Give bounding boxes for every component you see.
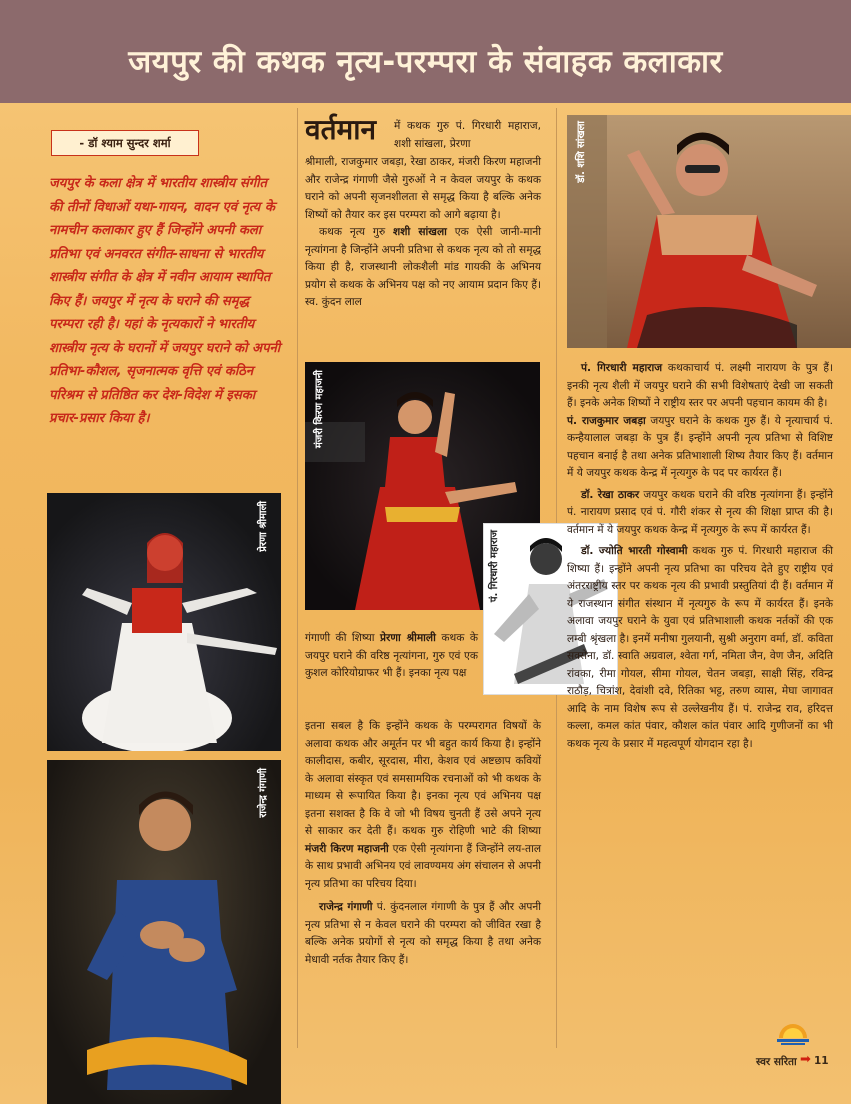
magazine-logo-icon bbox=[775, 1018, 811, 1046]
page-number: 11 bbox=[814, 1055, 829, 1067]
dancer-figure-shashi bbox=[567, 115, 851, 348]
col2-lead-text: में कथक गुरु पं. गिरधारी महाराज, शशी सांखला, प्रेरणा bbox=[394, 120, 541, 150]
paragraph bbox=[567, 360, 833, 413]
col2-para-1 bbox=[305, 154, 541, 312]
intro-paragraph: जयपुर के कला क्षेत्र में भारतीय शास्त्रीय संगीत की तीनों विधाओं यथा-गायन, वादन एवं नृत्य के नामचीन कलाकार हुए हैं जिन्होंने अपनी कला प्रतिभा एवं अनवरत संगीत-साधना से भारतीय शास्त्रीय संगीत के क्षेत्र में नवीन आयाम स्थापित किए हैं। जयपुर में नृत्य के घराने की समृद्ध परम्परा रही है। यहां के नृत्यकारों ने भारतीय शास्त्रीय नृत्य के घरानों में जयपुर घराने को अपनी प्रतिभा-कौशल, सृजनात्मक वृत्ति एवं कठिन परिश्रम से प्रतिष्ठित कर देश-विदेश में इसका प्रचार-प्रसार किया है। bbox=[49, 176, 281, 426]
text-span: कथक नृत्य गुरु bbox=[319, 226, 386, 238]
artist-name: डॉ. रेखा ठाकर bbox=[581, 488, 640, 501]
paragraph: श्रीमाली, राजकुमार जबड़ा, रेखा ठाकर, मंजरी किरण महाजनी और राजेन्द्र गंगाणी जैसे गुरुओं ने न केवल जयपुर के कथक घराने को अपनी सृजनशीलता से समृद्ध किया है बल्कि अनेक शिष्यों को तैयार कर इस परम्परा को आगे बढ़ाया है। bbox=[305, 156, 541, 221]
paragraph bbox=[305, 224, 541, 312]
paragraph bbox=[305, 718, 541, 893]
text-span: कथक के जयपुर घराने की वरिष्ठ नृत्यांगना, गुरु एवं एक कुशल कोरियोग्राफर भी हैं। इनका नृत्य पक्ष bbox=[305, 632, 479, 679]
dancer-figure-rajendra bbox=[47, 760, 281, 1104]
paragraph bbox=[567, 487, 833, 540]
paragraph bbox=[567, 543, 833, 753]
photo-caption: प्रेरणा श्रीमाली bbox=[258, 501, 269, 552]
arrow-icon: ➡ bbox=[800, 1052, 811, 1067]
text-span: इतना सबल है कि इन्होंने कथक के परम्परागत विषयों के अलावा कथक और अमूर्तन पर भी बहुत कार्य किया है। इन्होंने कालीदास, कबीर, सूरदास, मीरा, केशव एवं अष्टछाप कवियों के अलावा संस्कृत एवं समसामयिक रचनाओं को भी कथक के माध्यम से रूपायित किया है। इनका नृत्य एवं अभिनय पक्ष इतना सशक्त है कि वे जो भी विषय चुनती हैं उसे अपने नृत्य से साकार कर देती हैं। कथक गुरु रोहिणी भाटे की शिष्या bbox=[305, 720, 541, 837]
artist-name: प्रेरणा श्रीमाली bbox=[380, 632, 436, 644]
text-span: एक ऐसी जानी-मानी नृत्यांगना है जिन्होंने अपनी प्रतिभा से कथक नृत्य को तो समृद्ध किया ही है, राजस्थानी लोकशैली मांड गायकी के अभिनय प्रयोग से कथक के अभिनय पक्ष को नए आयाम प्रदान किए हैं। स्व. कुंदन लाल bbox=[305, 226, 542, 308]
photo-rajendra-gangani bbox=[47, 760, 281, 1104]
column-divider bbox=[297, 108, 298, 1048]
photo-caption: राजेन्द्र गंगाणी bbox=[258, 768, 269, 818]
author-byline: - डॉ श्याम सुन्दर शर्मा bbox=[51, 130, 199, 156]
artist-name: पं. राजकुमार जबड़ा bbox=[567, 414, 646, 427]
text-span: कथक गुरु पं. गिरधारी महाराज की शिष्या हैं। इन्होंने अपनी नृत्य प्रतिभा का परिचय देते हुए राष्ट्रीय एवं अंतरराष्ट्रीय स्तर पर कथक नृत्य की प्रभावी प्रस्तुतियां दी हैं। वर्तमान में ये राजस्थान संगीत संस्थान में नृत्यगुरु के रूप में कार्यरत हैं। इनके अलावा जयपुर घराने के युवा एवं प्रतिभाशाली कथक नर्तकों की एक लम्बी श्रृंखला है। इनमें मनीषा गुलयानी, सुश्री अनुराग वर्मा, डॉ. कविता सक्सेना, डॉ. स्वाति अग्रवाल, श्वेता गर्ग, नमिता जैन, वेण जैन, अदिति रांवका, रीमा गोयल, सीमा गोयल, चेतन जबड़ा, साक्षी सिंह, रविन्द्र राठौड़, चित्रांश, देवांशी दवे, रितिका भट्ट, तरुण व्यास, मेघा जागावत आदि के नाम विशेष रूप से उल्लेखनीय हैं। पं. राजेन्द्र राव, हरिदत्त कल्ला, कमल कांत पंवार, कौशल कांत पंवार आदि गुणीजनों का भी कथक नृत्य के प्रसार में महत्वपूर्ण योगदान रहा है। bbox=[567, 545, 833, 750]
artist-name: पं. गिरधारी महाराज bbox=[581, 362, 663, 374]
text-span: गंगाणी की शिष्या bbox=[305, 632, 375, 644]
text-span: पं. कुंदनलाल गंगाणी के पुत्र हैं और अपनी नृत्य प्रतिभा से न केवल घराने की परम्परा को जीवित रखा है बल्कि अनेक प्रयोगों से नृत्य को समृद्ध किया है तथा अनेक मेधावी नर्तक तैयार किए हैं। bbox=[305, 901, 542, 966]
photo-prerna-shrimali bbox=[47, 493, 281, 751]
text-span: एक ऐसी नृत्यांगना हैं जिन्होंने लय-ताल के साथ प्रभावी अभिनय एवं लावण्यमय अंग संचालन से अपनी नृत्य प्रतिभा का परिचय दिया। bbox=[305, 842, 541, 890]
page-title: जयपुर की कथक नृत्य-परम्परा के संवाहक कलाकार bbox=[128, 44, 723, 80]
photo-caption: मंजरी किरण महाजनी bbox=[314, 370, 325, 449]
paragraph bbox=[567, 413, 833, 483]
title-banner bbox=[0, 0, 851, 103]
dancer-figure-prerna bbox=[47, 493, 281, 751]
col2-para-2-lead bbox=[305, 630, 478, 683]
paragraph bbox=[305, 899, 541, 969]
text-span: जयपुर कथक घराने की वरिष्ठ नृत्यांगना हैं। इन्होंने पं. नारायण प्रसाद एवं पं. गौरी शंकर से नृत्य की शिक्षा प्राप्त की है। वर्तमान में ये जयपुर कथक केन्द्र में नृत्यगुरु के रूप में कार्यरत हैं। bbox=[567, 488, 833, 536]
text-span: जयपुर घराने के कथक गुरु हैं। ये नृत्याचार्य पं. कन्हैयालाल जबड़ा के पुत्र हैं। इन्होंने अपनी नृत्य प्रतिभा से विशिष्ट पहचान बनाई है तथा अनेक प्रतिभाशाली शिष्य तैयार किए हैं। वर्तमान में ये जयपुर कथक केन्द्र में नृत्यगुरु के पद पर कार्यरत हैं। bbox=[567, 414, 833, 479]
text-span: कथकाचार्य पं. लक्ष्मी नारायण के पुत्र हैं। इनकी नृत्य शैली में जयपुर घराने की सभी विशेषताएं देखी जा सकती हैं। इनके अनेक शिष्यों ने राष्ट्रीय स्तर पर अपनी पहचान कायम की है। bbox=[567, 362, 834, 409]
col2-para-2-body bbox=[305, 718, 541, 969]
drop-cap-word: वर्तमान bbox=[305, 113, 377, 146]
artist-name: राजेन्द्र गंगाणी bbox=[319, 901, 373, 913]
magazine-name: स्वर सरिता bbox=[756, 1056, 797, 1068]
photo-caption: डॉ. शशि सांखला bbox=[576, 121, 587, 183]
artist-name: मंजरी किरण महाजनी bbox=[305, 842, 389, 855]
photo-caption: पं. गिरधारी महाराज bbox=[489, 530, 500, 603]
photo-shashi-sankhla bbox=[567, 115, 851, 348]
artist-name: शशी सांखला bbox=[393, 226, 447, 238]
artist-name: डॉ. ज्योति भारती गोस्वामी bbox=[581, 545, 688, 557]
col3-paragraphs bbox=[567, 360, 833, 753]
